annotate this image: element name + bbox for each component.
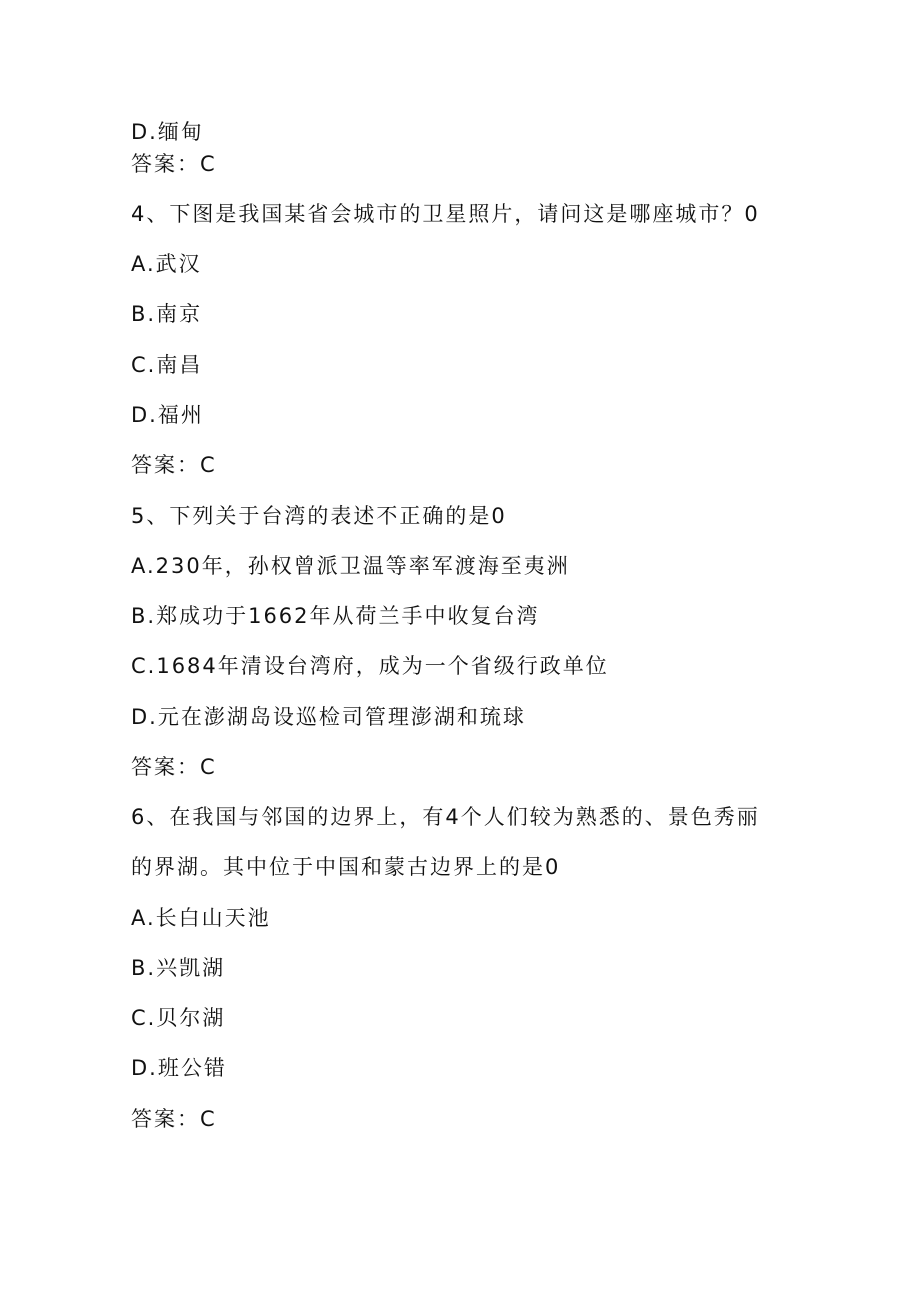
q3-answer: 答案：C (131, 152, 217, 176)
q5-option-d: D.元在澎湖岛设巡检司管理澎湖和琉球 (131, 705, 526, 729)
q4-option-b: B.南京 (131, 302, 203, 326)
q4-question: 4、下图是我国某省会城市的卫星照片，请问这是哪座城市？0 (131, 202, 760, 226)
q5-option-c: C.1684年清设台湾府，成为一个省级行政单位 (131, 654, 609, 678)
q6-option-d: D.班公错 (131, 1056, 227, 1080)
q3-option-d: D.缅甸 (131, 120, 204, 144)
q5-answer: 答案：C (131, 755, 217, 779)
q4-option-c: C.南昌 (131, 353, 203, 377)
q6-option-a: A.长白山天池 (131, 906, 271, 930)
q6-question-line-1: 6、在我国与邻国的边界上，有4个人们较为熟悉的、景色秀丽 (131, 805, 760, 829)
q6-option-b: B.兴凯湖 (131, 956, 226, 980)
q4-option-d: D.福州 (131, 403, 204, 427)
q6-answer: 答案：C (131, 1107, 217, 1131)
q4-answer: 答案：C (131, 453, 217, 477)
q4-option-a: A.武汉 (131, 252, 202, 276)
q5-question: 5、下列关于台湾的表述不正确的是0 (131, 504, 507, 528)
q6-question-line-2: 的界湖。其中位于中国和蒙古边界上的是0 (131, 855, 561, 879)
q6-option-c: C.贝尔湖 (131, 1006, 226, 1030)
q5-option-b: B.郑成功于1662年从荷兰手中收复台湾 (131, 604, 540, 628)
q5-option-a: A.230年，孙权曾派卫温等率军渡海至夷洲 (131, 554, 570, 578)
